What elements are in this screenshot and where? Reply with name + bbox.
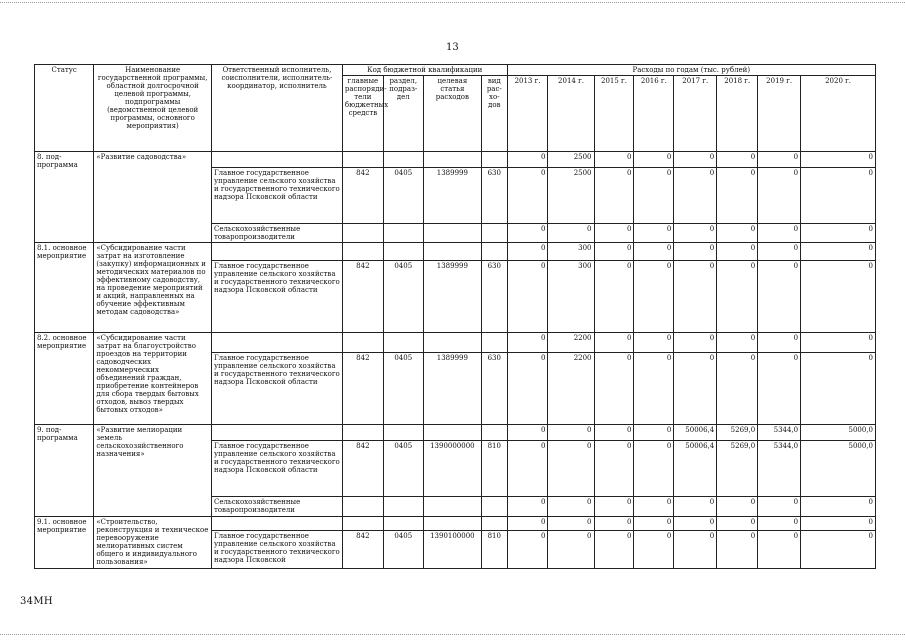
row-executor: Сельскохозяйственные товаропроизводители (211, 497, 342, 517)
row-year-value: 0 (717, 168, 758, 224)
row-executor (211, 517, 342, 531)
header-expenses: Расходы по годам (тыс. рублей) (507, 65, 875, 76)
row-year-value: 0 (507, 531, 548, 569)
row-year-value: 300 (548, 261, 594, 333)
row-type (482, 243, 508, 261)
row-year-value: 0 (634, 152, 674, 168)
row-target: 1389999 (423, 168, 481, 224)
row-grbs: 842 (342, 168, 383, 224)
row-executor: Главное государственное управление сельского хозяйства и государственного технического надзора Псковской области (211, 353, 342, 425)
row-year-value: 0 (594, 168, 634, 224)
row-year-value: 0 (758, 168, 801, 224)
row-grbs: 842 (342, 441, 383, 497)
row-target (423, 152, 481, 168)
row-year-value: 0 (507, 261, 548, 333)
row-target: 1390000000 (423, 441, 481, 497)
row-year-value: 0 (507, 243, 548, 261)
row-status: 8.2. основное мероприятие (35, 333, 94, 425)
row-year-value: 0 (801, 168, 876, 224)
row-year-value: 0 (717, 531, 758, 569)
row-year-value: 0 (548, 224, 594, 243)
row-name: «Субсидирование части затрат на изготовление (закупку) информационных и методических материалов по эффективному садоводству, на проведение мероприятий и акций, направленных на обучение эффективным методам садоводства» (94, 243, 212, 333)
row-target (423, 497, 481, 517)
row-year-value: 0 (717, 353, 758, 425)
row-year-value: 0 (674, 243, 717, 261)
row-year-value: 0 (801, 224, 876, 243)
row-year-value: 0 (594, 425, 634, 441)
row-year-value: 0 (717, 243, 758, 261)
scan-border-top (0, 2, 905, 3)
row-executor: Главное государственное управление сельского хозяйства и государственного технического надзора Псковской области (211, 441, 342, 497)
row-executor: Главное государственное управление сельского хозяйства и государственного технического надзора Псковской области (211, 168, 342, 224)
row-type (482, 333, 508, 353)
row-year-value: 0 (758, 497, 801, 517)
row-type (482, 224, 508, 243)
row-executor (211, 425, 342, 441)
row-status: 9. под-программа (35, 425, 94, 517)
row-target (423, 517, 481, 531)
row-target: 1389999 (423, 261, 481, 333)
row-year-value: 0 (594, 497, 634, 517)
row-year-value: 5000,0 (801, 425, 876, 441)
row-year-value: 0 (594, 517, 634, 531)
row-year-value: 0 (717, 517, 758, 531)
row-grbs: 842 (342, 531, 383, 569)
row-year-value: 0 (594, 531, 634, 569)
row-year-value: 0 (548, 531, 594, 569)
row-type (482, 517, 508, 531)
row-grbs: 842 (342, 261, 383, 333)
row-year-value: 0 (674, 333, 717, 353)
row-year-value: 0 (717, 497, 758, 517)
row-type: 810 (482, 531, 508, 569)
header-section: раздел, подраз-дел (383, 76, 423, 152)
row-section (383, 224, 423, 243)
row-section: 0405 (383, 531, 423, 569)
row-year-value: 0 (634, 224, 674, 243)
header-year: 2015 г. (594, 76, 634, 152)
row-year-value: 50006,4 (674, 441, 717, 497)
row-year-value: 0 (634, 333, 674, 353)
row-year-value: 0 (758, 517, 801, 531)
row-section: 0405 (383, 353, 423, 425)
row-year-value: 0 (674, 497, 717, 517)
row-year-value: 0 (594, 224, 634, 243)
row-section (383, 243, 423, 261)
row-year-value: 0 (594, 243, 634, 261)
header-status: Статус (35, 65, 94, 152)
scan-border-bottom (0, 634, 905, 635)
row-year-value: 2200 (548, 353, 594, 425)
row-year-value: 5000,0 (801, 441, 876, 497)
row-year-value: 0 (674, 224, 717, 243)
row-name: «Субсидирование части затрат на благоустройство проездов на территории садоводческих некоммерческих объединений граждан, приобретение контейнеров для сбора твердых бытовых отходов, вывоз твердых бытовых отходов» (94, 333, 212, 425)
row-year-value: 0 (507, 441, 548, 497)
row-year-value: 0 (758, 243, 801, 261)
row-type (482, 425, 508, 441)
row-year-value: 300 (548, 243, 594, 261)
table-row (35, 425, 876, 441)
row-year-value: 0 (634, 261, 674, 333)
row-section: 0405 (383, 261, 423, 333)
row-year-value: 0 (801, 261, 876, 333)
row-year-value: 0 (758, 261, 801, 333)
header-year: 2019 г. (758, 76, 801, 152)
row-executor: Главное государственное управление сельского хозяйства и государственного технического надзора Псковской области (211, 261, 342, 333)
header-year: 2013 г. (507, 76, 548, 152)
row-name: «Развитие садоводства» (94, 152, 212, 243)
row-year-value: 0 (717, 152, 758, 168)
row-year-value: 0 (717, 224, 758, 243)
row-status: 9.1. основное мероприятие (35, 517, 94, 569)
table-row (35, 152, 876, 168)
row-section (383, 152, 423, 168)
header-year: 2017 г. (674, 76, 717, 152)
row-year-value: 0 (674, 152, 717, 168)
row-year-value: 0 (548, 441, 594, 497)
row-year-value: 0 (507, 425, 548, 441)
row-year-value: 0 (548, 425, 594, 441)
header-year: 2018 г. (717, 76, 758, 152)
row-target (423, 224, 481, 243)
row-grbs (342, 243, 383, 261)
page-number: 13 (446, 42, 459, 53)
table-row (35, 333, 876, 353)
row-executor (211, 333, 342, 353)
row-year-value: 0 (801, 497, 876, 517)
row-section (383, 425, 423, 441)
row-year-value: 0 (758, 224, 801, 243)
row-year-value: 0 (674, 168, 717, 224)
header-type: вид рас-хо-дов (482, 76, 508, 152)
row-year-value: 0 (594, 333, 634, 353)
row-status: 8.1. основное мероприятие (35, 243, 94, 333)
header-executor: Ответственный исполнитель, соисполнители, исполнитель-координатор, исполнитель (211, 65, 342, 152)
row-section (383, 333, 423, 353)
row-year-value: 0 (674, 517, 717, 531)
row-year-value: 0 (594, 152, 634, 168)
row-year-value: 0 (548, 497, 594, 517)
row-year-value: 50006,4 (674, 425, 717, 441)
row-year-value: 0 (507, 353, 548, 425)
row-type (482, 497, 508, 517)
row-target (423, 425, 481, 441)
row-year-value: 0 (507, 224, 548, 243)
row-year-value: 0 (674, 353, 717, 425)
row-year-value: 0 (758, 152, 801, 168)
row-year-value: 0 (634, 441, 674, 497)
row-year-value: 0 (507, 517, 548, 531)
row-year-value: 0 (801, 152, 876, 168)
row-year-value: 0 (634, 531, 674, 569)
row-grbs (342, 152, 383, 168)
row-year-value: 0 (594, 261, 634, 333)
row-type: 630 (482, 261, 508, 333)
row-year-value: 0 (634, 353, 674, 425)
row-executor: Сельскохозяйственные товаропроизводители (211, 224, 342, 243)
row-executor: Главное государственное управление сельского хозяйства и государственного технического надзора Псковской (211, 531, 342, 569)
row-type: 630 (482, 353, 508, 425)
row-year-value: 0 (801, 353, 876, 425)
row-year-value: 0 (507, 333, 548, 353)
row-name: «Строительство, реконструкция и техническое перевооружение мелиоративных систем общего и индивидуального пользования» (94, 517, 212, 569)
row-grbs (342, 517, 383, 531)
header-year: 2020 г. (801, 76, 876, 152)
row-grbs (342, 425, 383, 441)
header-name: Наименование государственной программы, областной долгосрочной целевой программы, подпрограммы (ведомственной целевой программы, основного мероприятия) (94, 65, 212, 152)
header-year: 2014 г. (548, 76, 594, 152)
row-year-value: 0 (594, 353, 634, 425)
budget-table (34, 64, 876, 569)
row-target: 1390100000 (423, 531, 481, 569)
row-target: 1389999 (423, 353, 481, 425)
row-year-value: 0 (801, 333, 876, 353)
row-year-value: 0 (758, 333, 801, 353)
row-name: «Развитие мелиорации земель сельскохозяйственного назначения» (94, 425, 212, 517)
row-section: 0405 (383, 441, 423, 497)
header-grbs: главные распоряди-тели бюджетных средств (342, 76, 383, 152)
row-year-value: 0 (801, 243, 876, 261)
row-year-value: 2200 (548, 333, 594, 353)
row-status: 8. под-программа (35, 152, 94, 243)
row-year-value: 5344,0 (758, 425, 801, 441)
row-year-value: 0 (594, 441, 634, 497)
row-year-value: 0 (634, 243, 674, 261)
row-grbs (342, 497, 383, 517)
row-type: 630 (482, 168, 508, 224)
row-section (383, 517, 423, 531)
row-year-value: 2500 (548, 168, 594, 224)
row-executor (211, 152, 342, 168)
row-grbs (342, 333, 383, 353)
row-type: 810 (482, 441, 508, 497)
row-year-value: 0 (674, 261, 717, 333)
row-year-value: 0 (507, 497, 548, 517)
footer-code: 34МН (20, 596, 53, 607)
row-year-value: 5344,0 (758, 441, 801, 497)
row-year-value: 0 (717, 333, 758, 353)
row-year-value: 0 (634, 168, 674, 224)
row-year-value: 0 (548, 517, 594, 531)
row-year-value: 0 (801, 531, 876, 569)
row-year-value: 0 (507, 152, 548, 168)
row-section: 0405 (383, 168, 423, 224)
row-grbs: 842 (342, 353, 383, 425)
row-target (423, 333, 481, 353)
row-year-value: 0 (634, 425, 674, 441)
row-year-value: 0 (634, 497, 674, 517)
row-year-value: 0 (801, 517, 876, 531)
row-year-value: 0 (758, 531, 801, 569)
header-year: 2016 г. (634, 76, 674, 152)
row-year-value: 5269,0 (717, 425, 758, 441)
row-year-value: 5269,0 (717, 441, 758, 497)
header-row-1 (35, 65, 876, 76)
row-grbs (342, 224, 383, 243)
row-year-value: 0 (507, 168, 548, 224)
row-type (482, 152, 508, 168)
row-year-value: 0 (758, 353, 801, 425)
header-target: целевая статья расходов (423, 76, 481, 152)
table-row (35, 243, 876, 261)
row-section (383, 497, 423, 517)
table-row (35, 517, 876, 531)
row-year-value: 0 (674, 531, 717, 569)
row-year-value: 0 (717, 261, 758, 333)
row-year-value: 2500 (548, 152, 594, 168)
row-year-value: 0 (634, 517, 674, 531)
row-executor (211, 243, 342, 261)
header-budget-code: Код бюджетной квалификации (342, 65, 507, 76)
row-target (423, 243, 481, 261)
